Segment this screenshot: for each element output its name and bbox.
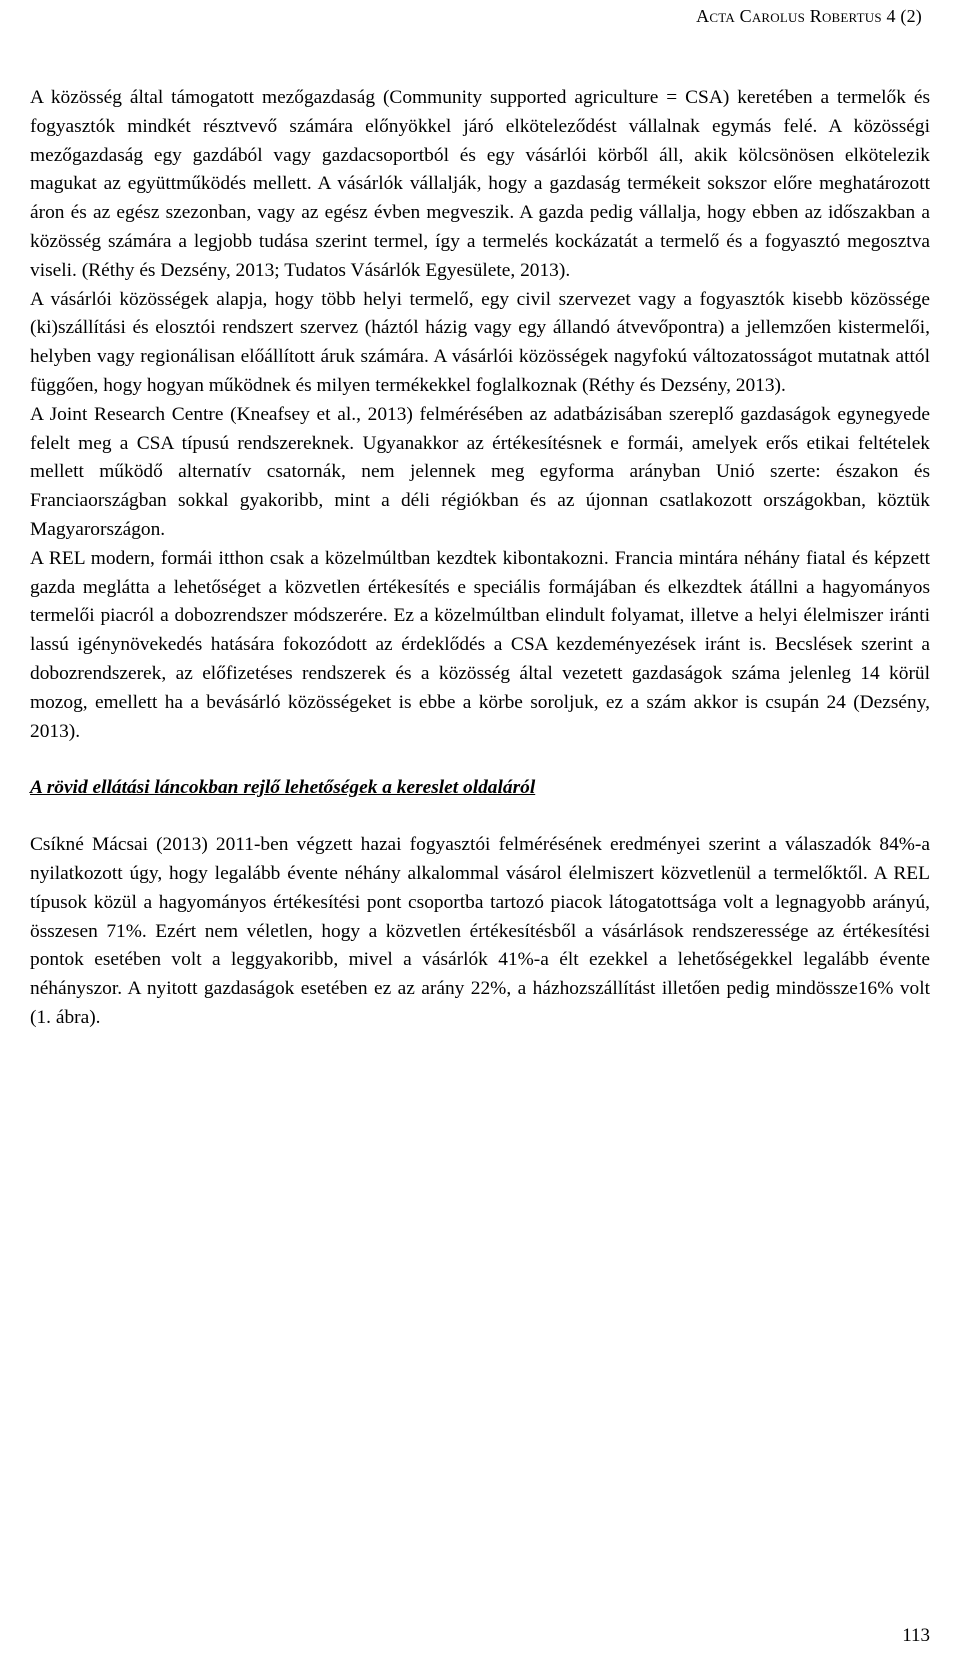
article-body: [30, 84, 930, 1033]
page-number: 113: [902, 1625, 930, 1646]
paragraph-rel-hungary: A REL modern, formái itthon csak a közelmúltban kezdtek kibontakozni. Francia mintára néhány fiatal és képzett gazda meglátta a lehetőséget a közvetlen értékesítés e speciális formájában és elkezdtek átállni a hagyományos termelői piacról a dobozrendszer módszerére. Ez a közelmúltban elindult folyamat, illetve a helyi élelmiszer iránti lassú igénynövekedés hatására fokozódott az érdeklődés a CSA kezdeményezések iránt is. Becslések szerint a dobozrendszerek, az előfizetéses rendszerek és a közösség által vezetett gazdaságok száma jelenleg 14 körül mozog, emellett ha a bevásárló közösségeket is ebbe a körbe soroljuk, ez a szám akkor is csupán 24 (Dezsény, 2013).: [30, 547, 930, 742]
paragraph-jrc-survey: A Joint Research Centre (Kneafsey et al., 2013) felmérésében az adatbázisában szereplő gazdaságok egynegyede felelt meg a CSA típusú rendszereknek. Ugyanakkor az értékesítésnek e formái, amelyek erős etikai feltételek mellett működő alternatív csatornák, nem jelennek meg egyforma arányban Unió szerte: északon és Franciaországban sokkal gyakoribb, mint a déli régiókban és az újonnan csatlakozott országokban, köztük Magyarországon.: [30, 403, 930, 540]
running-header: Acta Carolus Robertus 4 (2): [696, 6, 922, 26]
paragraph-csa-definition: A közösség által támogatott mezőgazdaság (Community supported agriculture = CSA) keretében a termelők és fogyasztók mindkét résztvevő számára előnyökkel járó elköteleződést vállalnak egymás felé. A közösségi mezőgazdaság egy gazdából vagy gazdacsoportból és egy vásárlói körből áll, akik kölcsönösen elkötelezik magukat az együttműködés mellett. A vásárlók vállalják, hogy a gazdaság termékeit sokszor előre meghatározott áron és az egész szezonban, vagy az egész évben megveszik. A gazda pedig vállalja, hogy ebben az időszakban a közösség számára a legjobb tudása szerint termel, így a termelés kockázatát a termelő és a fogyasztó megosztva viseli. (Réthy és Dezsény, 2013; Tudatos Vásárlók Egyesülete, 2013).: [30, 87, 930, 281]
section-heading: A rövid ellátási láncokban rejlő lehetőségek a kereslet oldaláról: [30, 777, 536, 799]
paragraph-consumer-survey: Csíkné Mácsai (2013) 2011-ben végzett hazai fogyasztói felmérésének eredményei szerint a válaszadók 84%-a nyilatkozott úgy, hogy legalább évente néhány alkalommal vásárol élelmiszert közvetlenül a termelőktől. A REL típusok közül a hagyományos értékesítési pont csoportba tartozó piacok látogatottsága volt a legnagyobb arányú, összesen 71%. Ezért nem véletlen, hogy a közvetlen értékesítésből a vásárlások rendszeressége az értékesítési pontok esetében volt a leggyakoribb, mivel a vásárlók 41%-a élt ezekkel a lehetőségekkel legalább évente néhányszor. A nyitott gazdaságok esetében ez az arány 22%, a házhozszállítást illetően pedig mindössze16% volt (1. ábra).: [30, 834, 930, 1028]
paragraph-buyer-communities: A vásárlói közösségek alapja, hogy több helyi termelő, egy civil szervezet vagy a fogyasztók kisebb közössége (ki)szállítási és elosztói rendszert szervez (háztól házig vagy egy állandó átvevőpontra) a jellemzően kistermelői, helyben vagy regionálisan előállított áruk számára. A vásárlói közösségek nagyfokú változatosságot mutatnak attól függően, hogy hogyan működnek és milyen termékekkel foglalkoznak (Réthy és Dezsény, 2013).: [30, 288, 930, 396]
